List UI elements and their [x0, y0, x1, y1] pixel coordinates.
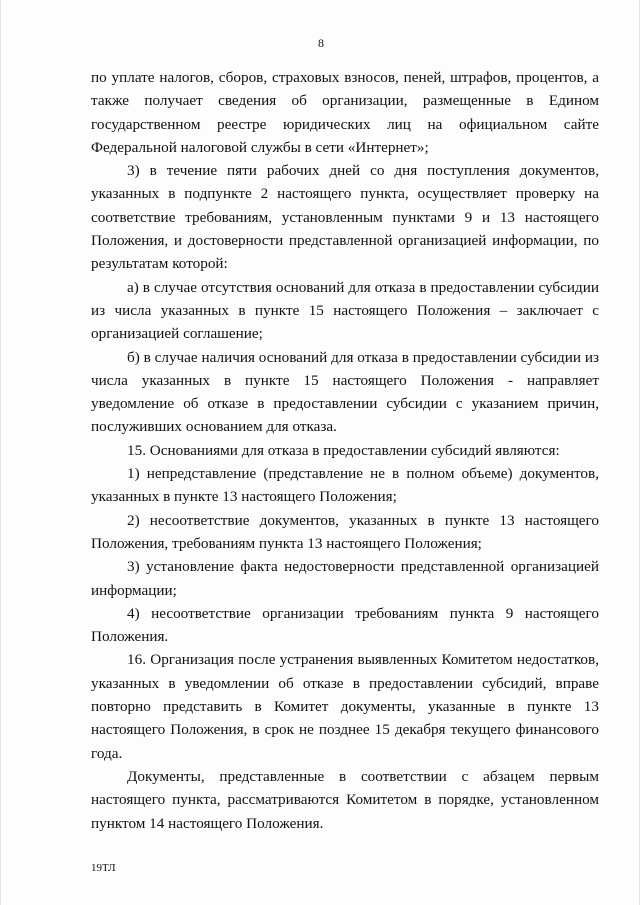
- paragraph: 4) несоответствие организации требованиям пункта 9 настоящего Положения.: [91, 604, 599, 646]
- paragraph: б) в случае наличия оснований для отказа в предоставлении субсидии из числа указанных в пункте 15 настоящего Положения - направляет уведомление об отказе в предоставлении субсидии с указанием причин, послуживших основанием для отказа.: [91, 348, 599, 436]
- paragraph: 3) установление факта недостоверности представленной организацией информации;: [91, 558, 599, 599]
- paragraph: 15. Основаниями для отказа в предоставлении субсидий являются:: [127, 441, 560, 459]
- paragraph: по уплате налогов, сборов, страховых взносов, пеней, штрафов, процентов, а также получает сведения об организации, размещенные в Едином государственном реестре юридических лиц на официальном сайте Федеральной налоговой службы в сети «Интернет»;: [91, 69, 599, 156]
- paragraph: 2) несоответствие документов, указанных в пункте 13 настоящего Положения, требованиям пункта 13 настоящего Положения;: [91, 511, 599, 552]
- document-body: [91, 66, 599, 835]
- paragraph: 3) в течение пяти рабочих дней со дня поступления документов, указанных в подпункте 2 настоящего пункта, осуществляет проверку на соответствие требованиям, установленным пунктами 9 и 13 настоящего Положения, и достоверности представленной организацией информации, по результатам которой:: [91, 162, 599, 273]
- paragraph: 1) непредставление (представление не в полном объеме) документов, указанных в пункте 13 настоящего Положения;: [91, 465, 599, 506]
- paragraph: Документы, представленные в соответствии с абзацем первым настоящего пункта, рассматриваются Комитетом в порядке, установленном пунктом 14 настоящего Положения.: [91, 767, 599, 832]
- footer-document-code: 19ТЛ: [91, 862, 116, 874]
- page-number: 8: [318, 36, 324, 50]
- paragraph: а) в случае отсутствия оснований для отказа в предоставлении субсидии из числа указанных в пункте 15 настоящего Положения – заключает с организацией соглашение;: [91, 278, 599, 343]
- paragraph: 16. Организация после устранения выявленных Комитетом недостатков, указанных в уведомлении об отказе в предоставлении субсидий, вправе повторно представить в Комитет документы, указанные в пункте 13 настоящего Положения, в срок не позднее 15 декабря текущего финансового года.: [91, 651, 599, 762]
